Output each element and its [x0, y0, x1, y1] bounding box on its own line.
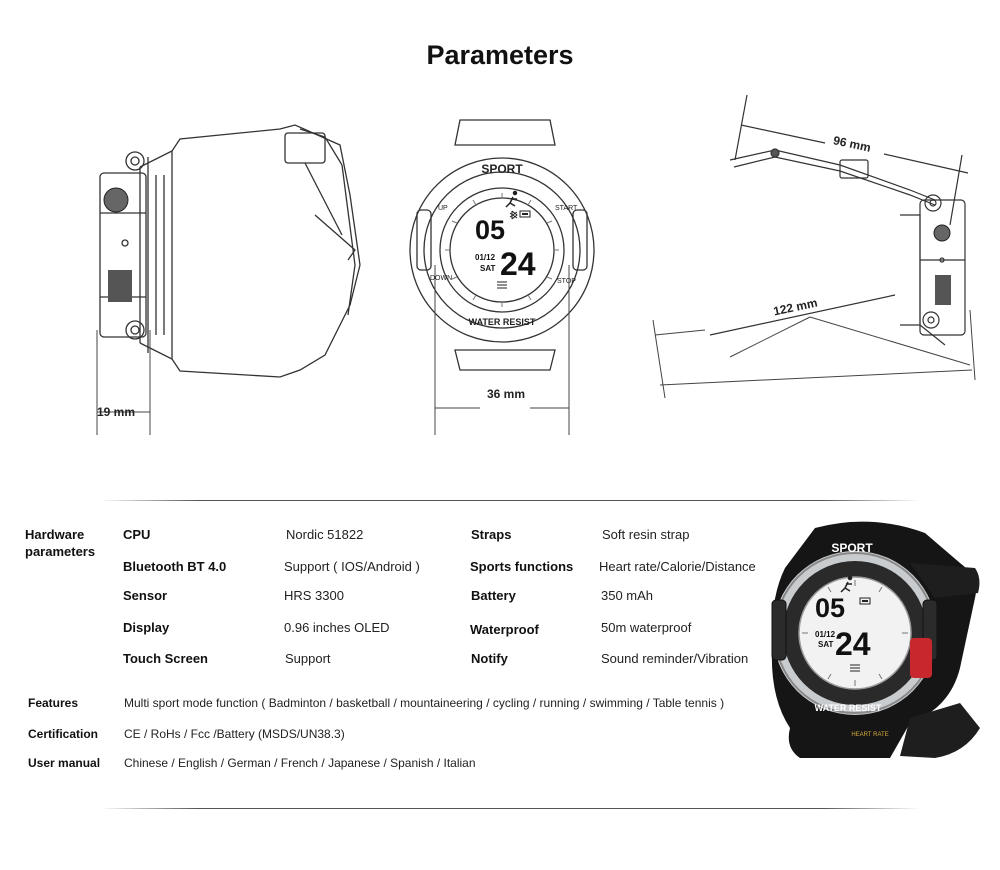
spec-value-sensor: HRS 3300: [284, 588, 344, 603]
stop-button-label: STOP: [557, 278, 576, 285]
spec-value-notify: Sound reminder/Vibration: [601, 651, 749, 666]
width-dimension: 36 mm: [487, 387, 526, 401]
time-minutes: 24: [500, 246, 536, 282]
spec-label-battery: Battery: [471, 588, 516, 603]
page-title: Parameters: [426, 40, 574, 70]
spec-label-sensor: Sensor: [123, 588, 168, 603]
strap-length-diagram: [650, 95, 980, 405]
spec-label-touch-screen: Touch Screen: [123, 651, 209, 666]
photo-time-hours: 05: [815, 593, 846, 623]
up-button-label: UP: [438, 205, 448, 212]
user-manual-label: User manual: [28, 756, 101, 770]
certification-label: Certification: [28, 727, 99, 741]
running-icon: [506, 192, 517, 208]
spec-label-bluetooth: Bluetooth BT 4.0: [123, 559, 227, 574]
spec-value-sports-functions: Heart rate/Calorie/Distance: [599, 559, 756, 574]
spec-value-bluetooth: Support ( IOS/Android ): [284, 559, 420, 574]
bezel-brand-label: SPORT: [481, 162, 523, 176]
start-button-label: START: [555, 205, 578, 212]
spec-value-straps: Soft resin strap: [602, 527, 690, 542]
spec-value-cpu: Nordic 51822: [286, 527, 364, 542]
photo-strap-print: HEART RATE: [851, 732, 889, 738]
certification-value: CE / RoHs / Fcc /Battery (MSDS/UN38.3): [124, 727, 345, 741]
thickness-dimension: 19 mm: [97, 405, 136, 419]
time-hours: 05: [475, 215, 506, 245]
spec-label-straps: Straps: [471, 527, 512, 542]
top-divider: [100, 500, 920, 501]
user-manual-value: Chinese / English / German / French / Japanese / Spanish / Italian: [124, 756, 476, 770]
spec-value-touch-screen: Support: [285, 651, 331, 666]
bezel-bottom-label: WATER RESIST: [468, 317, 536, 327]
spec-label-cpu: CPU: [123, 527, 151, 542]
side-view-diagram: [80, 115, 370, 435]
spec-label-display: Display: [123, 620, 170, 635]
spec-value-battery: 350 mAh: [601, 588, 654, 603]
menu-icon: [497, 282, 507, 288]
features-value: Multi sport mode function ( Badminton / basketball / mountaineering / cycling / running / swimming / Table tennis ): [124, 696, 725, 710]
bottom-divider: [100, 808, 920, 809]
down-button-label: DOWN: [430, 275, 453, 282]
photo-date: 01/12: [815, 630, 836, 639]
spec-label-notify: Notify: [471, 651, 508, 666]
photo-weekday: SAT: [818, 640, 834, 649]
bluetooth-icon: [510, 211, 517, 219]
product-photo: [760, 518, 985, 763]
strap-long-dimension: 122 mm: [772, 295, 819, 319]
strap-short-dimension: 96 mm: [831, 133, 873, 155]
photo-time-minutes: 24: [835, 626, 871, 662]
photo-bezel-bottom-label: WATER RESIST: [814, 703, 882, 713]
features-label: Features: [28, 696, 79, 710]
weekday-label: SAT: [480, 264, 496, 273]
photo-brand-label: SPORT: [831, 541, 873, 555]
spec-value-waterproof: 50m waterproof: [601, 620, 692, 635]
date-label: 01/12: [475, 253, 496, 262]
hardware-section-label: Hardware parameters: [25, 527, 96, 559]
spec-label-sports-functions: Sports functions: [470, 559, 574, 574]
spec-label-waterproof: Waterproof: [470, 622, 539, 637]
spec-value-display: 0.96 inches OLED: [284, 620, 390, 635]
battery-icon: [520, 211, 530, 217]
